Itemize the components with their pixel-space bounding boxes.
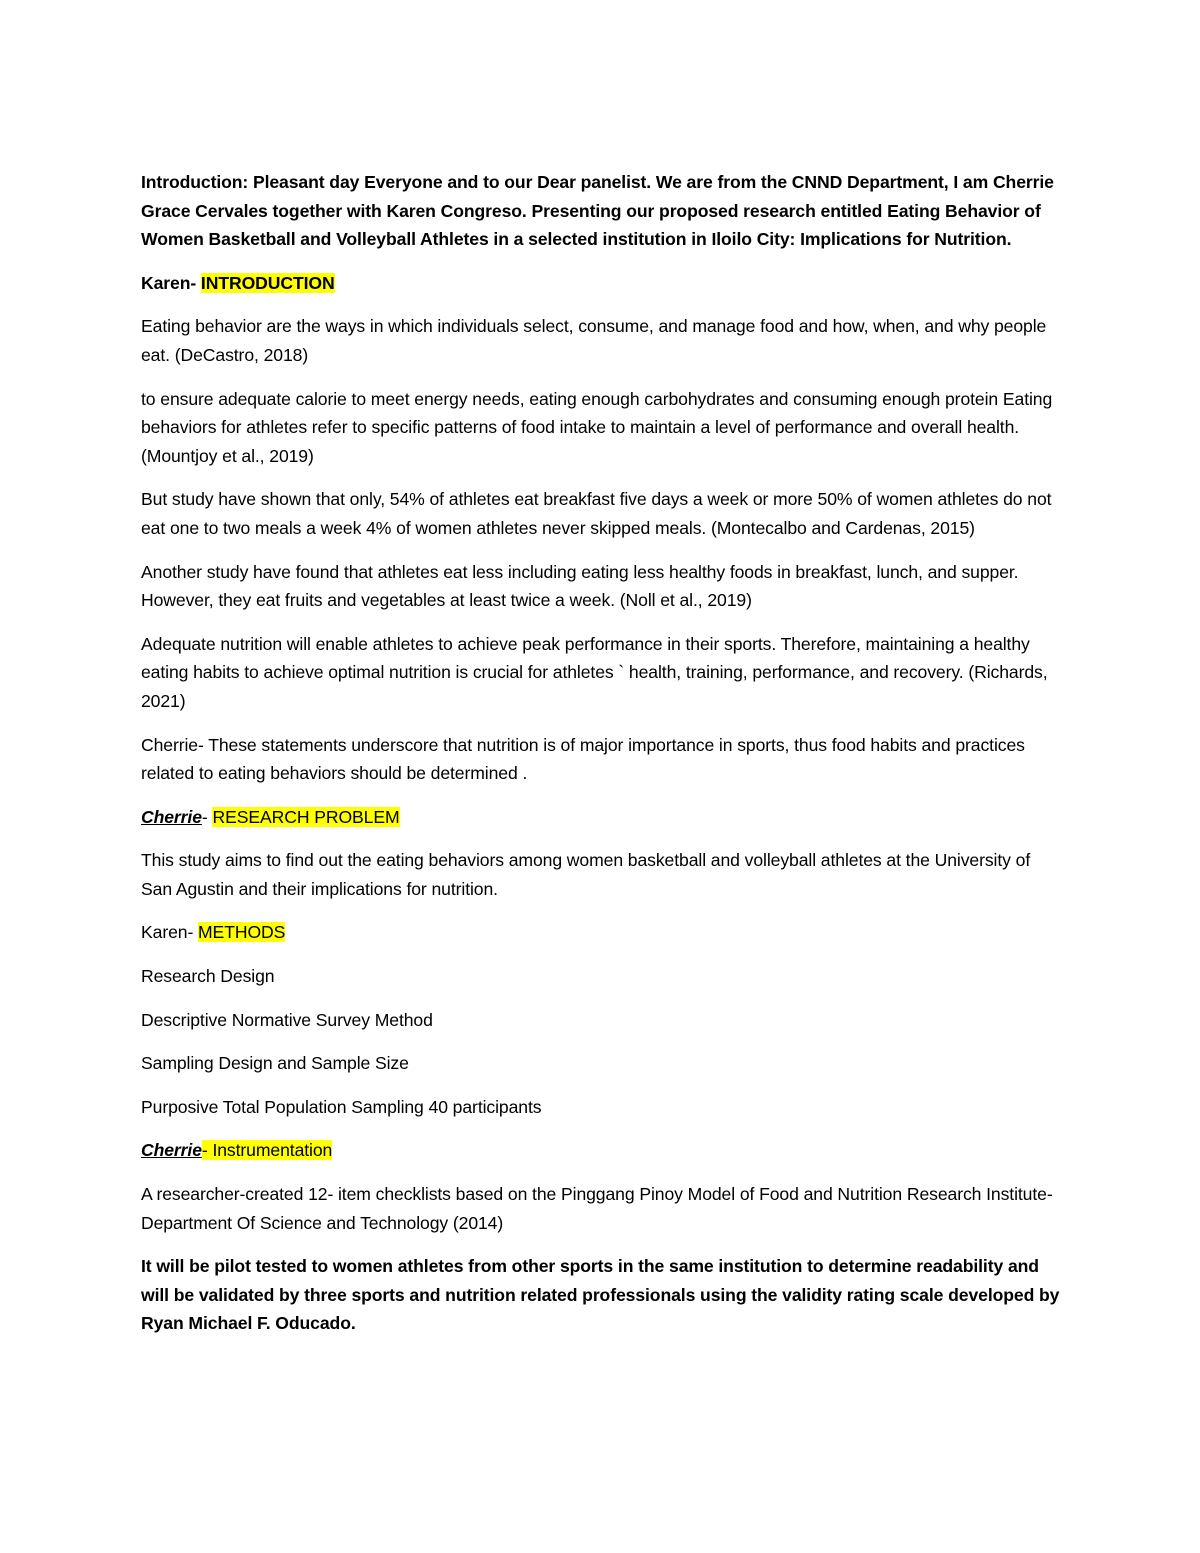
intro-paragraph: Introduction: Pleasant day Everyone and to our Dear panelist. We are from the CNND Department, I am Cherrie Grace Cervales together with Karen Congreso. Presenting our proposed research entitled Eating Behavior of Women Basketball and Volleyball Athletes in a selected institution in Iloilo City: Implications for Nutrition. [141, 172, 1054, 250]
heading-introduction: INTRODUCTION [200, 272, 335, 293]
paragraph-checklist: A researcher-created 12- item checklists based on the Pinggang Pinoy Model of Food and Nutrition Research Institute-Department Of Science and Technology (2014) [141, 1184, 1053, 1233]
speaker-karen: Karen- [141, 922, 198, 943]
paragraph-pilot-test: It will be pilot tested to women athletes from other sports in the same institution to determine readability and will be validated by three sports and nutrition related professionals using the validity rating scale developed by Ryan Michael F. Oducado. [141, 1256, 1060, 1334]
section-heading-research-problem [141, 803, 1060, 832]
speaker-cherrie: Cherrie [141, 1140, 202, 1161]
section-heading-instrumentation [141, 1136, 1060, 1165]
heading-methods: METHODS [198, 922, 286, 943]
paragraph-eating-behavior: Eating behavior are the ways in which individuals select, consume, and manage food and how, when, and why people eat. (DeCastro, 2018) [141, 316, 1047, 365]
section-heading-introduction [141, 269, 1060, 298]
paragraph-adequate-nutrition: Adequate nutrition will enable athletes to achieve peak performance in their sports. Therefore, maintaining a healthy eating habits to achieve optimal nutrition is crucial for athletes ` health, training, performance, and recovery. (Richards, 2021) [141, 633, 1048, 711]
section-heading-methods [141, 918, 1060, 947]
speaker-karen: Karen- [141, 272, 201, 293]
methods-item-sampling-population: Purposive Total Population Sampling 40 participants [141, 1096, 542, 1117]
speaker-cherrie: Cherrie [141, 806, 202, 827]
speaker-dash: - [201, 806, 213, 827]
methods-item-research-design: Research Design [141, 966, 275, 987]
heading-research-problem: RESEARCH PROBLEM [212, 806, 400, 827]
paragraph-another-study: Another study have found that athletes eat less including eating less healthy foods in breakfast, lunch, and supper. However, they eat fruits and vegetables at least twice a week. (Noll et al., 2019) [141, 561, 1019, 611]
paragraph-adequate-calorie: to ensure adequate calorie to meet energy needs, eating enough carbohydrates and consuming enough protein Eating behaviors for athletes refer to specific patterns of food intake to maintain a level of performance and overall health. (Mountjoy et al., 2019) [141, 388, 1053, 466]
paragraph-breakfast-study: But study have shown that only, 54% of athletes eat breakfast five days a week or more 50% of women athletes do not eat one to two meals a week 4% of women athletes never skipped meals. (Montecalbo and Cardenas, 2015) [141, 489, 1052, 538]
paragraph-study-aims: This study aims to find out the eating behaviors among women basketball and volleyball athletes at the University of San Agustin and their implications for nutrition. [141, 850, 1031, 899]
paragraph-statements: Cherrie- These statements underscore that nutrition is of major importance in sports, thus food habits and practices related to eating behaviors should be determined . [141, 734, 1025, 784]
methods-item-sampling-design: Sampling Design and Sample Size [141, 1053, 409, 1074]
heading-instrumentation: - Instrumentation [201, 1140, 333, 1161]
methods-item-survey-method: Descriptive Normative Survey Method [141, 1009, 433, 1030]
